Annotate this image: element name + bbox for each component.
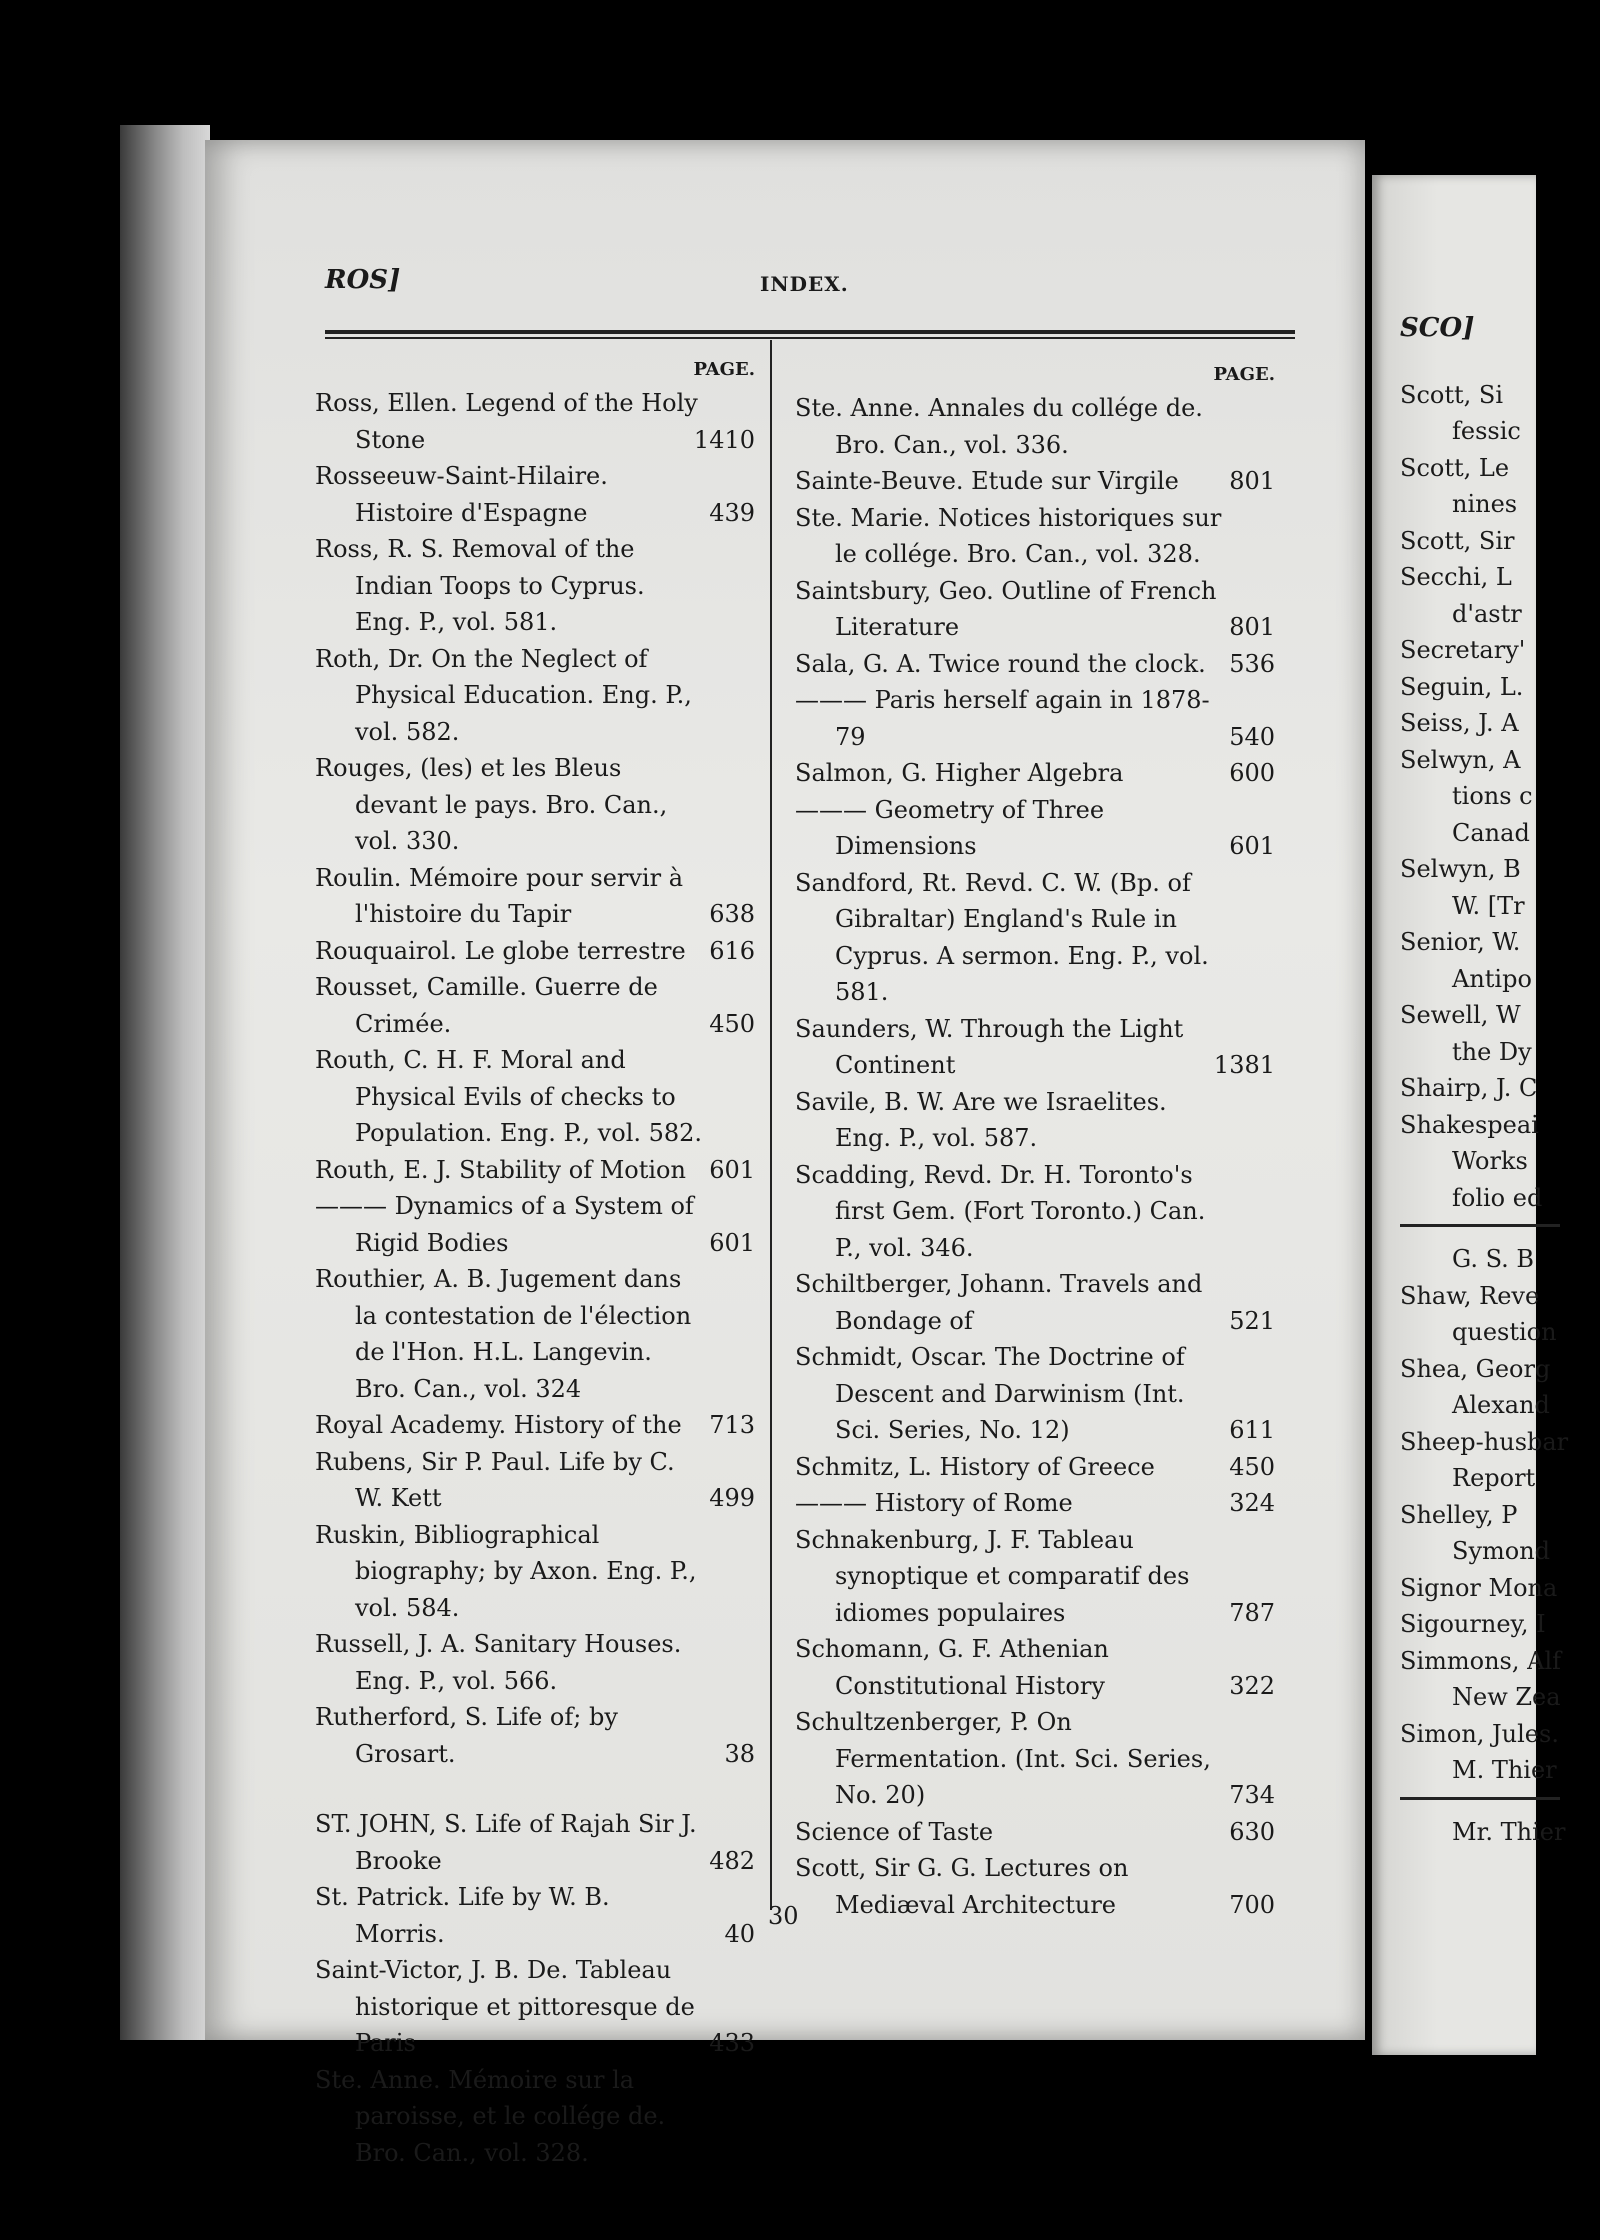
- adjacent-entry-fragment: Selwyn, B: [1400, 855, 1521, 883]
- entry-text: Salmon, G. Higher Algebra: [795, 759, 1124, 787]
- index-entry: [315, 641, 755, 751]
- entry-text: Rouquairol. Le globe terrestre: [315, 936, 686, 965]
- entry-text: Sala, G. A. Twice round the clock.: [795, 649, 1206, 678]
- entry-text: Ross, R. S. Removal of the Indian Toops to Cyprus. Eng. P., vol. 581.: [315, 535, 645, 636]
- index-entry: [795, 1339, 1275, 1449]
- adjacent-entry-fragment: Scott, Si: [1400, 380, 1503, 409]
- entry-text: Sandford, Rt. Revd. C. W. (Bp. of Gibraltar) England's Rule in Cyprus. A sermon. Eng. P., vol. 581.: [795, 868, 1209, 1006]
- entry-page-number: 450: [709, 1009, 755, 1038]
- index-column-right: [795, 360, 1275, 1923]
- index-page: [205, 140, 1365, 2167]
- index-entry: [795, 1011, 1275, 1084]
- adjacent-entry-fragment: G. S. B: [1452, 1245, 1535, 1273]
- entry-page-number: 324: [1229, 1489, 1275, 1517]
- entry-page-number: 801: [1229, 467, 1275, 495]
- index-entry: [795, 1814, 1275, 1851]
- entry-text: Ste. Anne. Annales du collége de. Bro. Can., vol. 336.: [795, 394, 1203, 459]
- adjacent-entry-fragment: Works: [1452, 1147, 1528, 1175]
- index-entry: [315, 1699, 755, 1772]
- adjacent-entry-fragment: Shelley, P: [1400, 1500, 1518, 1529]
- index-entry: [795, 1449, 1275, 1486]
- index-entry: [795, 1522, 1275, 1632]
- running-head-right: SCO]: [1400, 313, 1475, 343]
- adjacent-entry-fragment: Secretary': [1400, 636, 1526, 664]
- index-entry: [315, 385, 755, 458]
- entry-text: ——— History of Rome: [795, 1489, 1073, 1517]
- adjacent-entry-fragment: Alexand: [1452, 1391, 1550, 1419]
- index-entry: [315, 1806, 755, 1879]
- entry-page-number: 40: [724, 1919, 755, 1948]
- adjacent-entry-fragment: Simmons, Alf: [1400, 1646, 1562, 1675]
- entry-page-number: 611: [1229, 1416, 1275, 1444]
- entry-text: Schnakenburg, J. F. Tableau synoptique et comparatif des idiomes populaires: [795, 1525, 1190, 1627]
- entry-text: Schiltberger, Johann. Travels and Bondage of: [795, 1270, 1203, 1335]
- adjacent-entry-fragment: Seguin, L.: [1400, 672, 1524, 701]
- adjacent-entry-fragment: Antipo: [1452, 964, 1532, 993]
- adjacent-entry-fragment: Scott, Sir: [1400, 526, 1515, 555]
- entry-text: ——— Geometry of Three Dimensions: [795, 795, 1105, 860]
- index-entry: [315, 1042, 755, 1152]
- index-entry: [315, 1152, 755, 1189]
- entry-text: Savile, B. W. Are we Israelites. Eng. P., vol. 587.: [795, 1087, 1167, 1152]
- index-entry: [795, 1485, 1275, 1522]
- adjacent-entry-fragment: Senior, W.: [1400, 928, 1521, 956]
- entry-text: Rosseeuw-Saint-Hilaire. Histoire d'Espagne: [315, 462, 608, 527]
- entry-text: ——— Paris herself again in 1878-79: [795, 686, 1210, 751]
- adjacent-entry-fragment: Seiss, J. A: [1400, 709, 1519, 737]
- adjacent-entry-fragment: fessic: [1452, 417, 1521, 445]
- entry-page-number: 734: [1229, 1781, 1275, 1809]
- index-entry: [315, 1952, 755, 2062]
- entry-text: Ruskin, Bibliographical biography; by Axon. Eng. P., vol. 584.: [315, 1520, 697, 1622]
- section-gap: [315, 1772, 755, 1806]
- entry-text: Science of Taste: [795, 1817, 994, 1846]
- adjacent-page: [1372, 175, 1569, 2055]
- running-head-title: INDEX.: [760, 272, 849, 296]
- index-entry: [795, 1084, 1275, 1157]
- adjacent-entry-fragment: Scott, Le: [1400, 453, 1510, 482]
- page-number: 30: [768, 1902, 799, 1930]
- index-entry: [315, 860, 755, 933]
- entry-page-number: 630: [1229, 1817, 1275, 1846]
- entry-page-number: 601: [709, 1228, 755, 1257]
- index-entry: [795, 755, 1275, 792]
- entry-page-number: 787: [1229, 1598, 1275, 1627]
- index-entry: [315, 1407, 755, 1444]
- entry-page-number: 601: [1229, 832, 1275, 860]
- index-column-left: [315, 355, 755, 2171]
- adjacent-entry-fragment: d'astr: [1452, 599, 1522, 628]
- index-entry: [795, 1704, 1275, 1814]
- column-divider: [770, 340, 772, 1910]
- adjacent-entry-fragment: Secchi, L: [1400, 563, 1512, 591]
- entry-text: Roulin. Mémoire pour servir à l'histoire du Tapir: [315, 863, 684, 928]
- entry-text: Roth, Dr. On the Neglect of Physical Education. Eng. P., vol. 582.: [315, 644, 692, 746]
- entry-text: Routhier, A. B. Jugement dans la contestation de l'élection de l'Hon. H.L. Langevin. Bro. Can., vol. 324: [315, 1265, 692, 1403]
- entry-page-number: 713: [709, 1411, 755, 1439]
- entry-text: Sainte-Beuve. Etude sur Virgile: [795, 467, 1179, 495]
- index-entry: [315, 2062, 755, 2172]
- entry-text: Ross, Ellen. Legend of the Holy Stone: [315, 389, 698, 454]
- entry-text: Schmidt, Oscar. The Doctrine of Descent and Darwinism (Int. Sci. Series, No. 12): [795, 1343, 1185, 1444]
- index-entry: [795, 1157, 1275, 1267]
- entry-page-number: 433: [709, 2029, 755, 2057]
- entry-page-number: 1410: [693, 425, 755, 454]
- index-entry: [315, 1188, 755, 1261]
- entry-text: ——— Dynamics of a System of Rigid Bodies: [315, 1192, 694, 1257]
- adjacent-entry-fragment: Report: [1452, 1464, 1536, 1492]
- adjacent-entry-fragment: Shakespeai: [1400, 1110, 1539, 1139]
- adjacent-entry-fragment: question: [1452, 1318, 1557, 1346]
- index-entry: [315, 1626, 755, 1699]
- section-rule: [1400, 1224, 1560, 1241]
- index-entry: [315, 750, 755, 860]
- index-entry: [795, 646, 1275, 683]
- entry-text: Saint-Victor, J. B. De. Tableau historique et pittoresque de Paris: [315, 1956, 695, 2057]
- adjacent-entry-fragment: Symond: [1452, 1537, 1551, 1565]
- adjacent-entry-fragment: Shaw, Reve: [1400, 1281, 1540, 1310]
- index-entry: [795, 1850, 1275, 1923]
- adjacent-page-column: [1400, 175, 1600, 1850]
- entry-text: Schmitz, L. History of Greece: [795, 1452, 1155, 1481]
- entry-page-number: 801: [1229, 613, 1275, 641]
- running-head-left: ROS]: [325, 265, 401, 295]
- entry-text: Routh, E. J. Stability of Motion: [315, 1155, 686, 1184]
- entry-text: Scott, Sir G. G. Lectures on Mediæval Architecture: [795, 1854, 1129, 1919]
- index-entry: [315, 1444, 755, 1517]
- adjacent-entry-fragment: Sheep-husbar: [1400, 1427, 1569, 1456]
- entry-text: Rouges, (les) et les Bleus devant le pays. Bro. Can., vol. 330.: [315, 754, 668, 855]
- entry-text: Rousset, Camille. Guerre de Crimée.: [315, 973, 658, 1038]
- section-rule: [1400, 1797, 1560, 1814]
- index-entry: [315, 969, 755, 1042]
- entry-page-number: 38: [724, 1739, 755, 1768]
- adjacent-entry-fragment: folio ed: [1452, 1183, 1543, 1212]
- entry-text: Ste. Anne. Mémoire sur la paroisse, et le collége de. Bro. Can., vol. 328.: [315, 2065, 666, 2167]
- adjacent-entry-fragment: Signor Mona: [1400, 1573, 1558, 1602]
- adjacent-entry-fragment: Simon, Jules.: [1400, 1719, 1559, 1748]
- index-entry: [795, 573, 1275, 646]
- entry-page-number: 439: [709, 498, 755, 527]
- index-entry: [795, 463, 1275, 500]
- entry-text: Saintsbury, Geo. Outline of French Literature: [795, 576, 1217, 641]
- entry-page-number: 700: [1229, 1890, 1275, 1919]
- entry-page-number: 601: [709, 1155, 755, 1184]
- adjacent-entry-fragment: the Dy: [1452, 1037, 1532, 1066]
- entry-text: ST. JOHN, S. Life of Rajah Sir J. Brooke: [315, 1810, 697, 1875]
- entry-text: Ste. Marie. Notices historiques sur le collége. Bro. Can., vol. 328.: [795, 503, 1222, 568]
- index-entry: [315, 1879, 755, 1952]
- entry-text: Schultzenberger, P. On Fermentation. (Int. Sci. Series, No. 20): [795, 1708, 1211, 1809]
- entry-page-number: 1381: [1213, 1051, 1275, 1079]
- adjacent-entry-fragment: New Zea: [1452, 1683, 1561, 1711]
- index-entry: [315, 531, 755, 641]
- adjacent-entry-fragment: Sigourney, I: [1400, 1610, 1546, 1638]
- header-rule: [325, 330, 1295, 334]
- index-entry: [795, 500, 1275, 573]
- entry-text: St. Patrick. Life by W. B. Morris.: [315, 1883, 610, 1948]
- index-entry: [315, 1517, 755, 1627]
- index-entry: [795, 1631, 1275, 1704]
- header-rule-thin: [325, 337, 1295, 339]
- index-entry: [315, 1261, 755, 1407]
- entry-text: Rutherford, S. Life of; by Grosart.: [315, 1703, 618, 1768]
- entry-page-number: 482: [709, 1846, 755, 1875]
- index-entry: [315, 933, 755, 970]
- adjacent-entry-fragment: W. [Tr: [1452, 891, 1525, 920]
- entry-page-number: 322: [1229, 1671, 1275, 1700]
- adjacent-entry-fragment: Selwyn, A: [1400, 745, 1521, 774]
- entry-text: Saunders, W. Through the Light Continent: [795, 1014, 1184, 1079]
- index-entry: [795, 792, 1275, 865]
- adjacent-entry-fragment: Shairp, J. C: [1400, 1074, 1538, 1102]
- page-column-label: PAGE.: [1213, 364, 1275, 385]
- entry-page-number: 536: [1229, 649, 1275, 678]
- adjacent-entry-fragment: Canad: [1452, 818, 1530, 847]
- entry-text: Rubens, Sir P. Paul. Life by C. W. Kett: [315, 1447, 675, 1512]
- entry-text: Routh, C. H. F. Moral and Physical Evils of checks to Population. Eng. P., vol. 582.: [315, 1046, 703, 1147]
- index-entry: [315, 458, 755, 531]
- adjacent-entry-fragment: nines: [1452, 490, 1518, 518]
- index-entry: [795, 865, 1275, 1011]
- index-entry: [795, 390, 1275, 463]
- entry-page-number: 499: [709, 1484, 755, 1512]
- entry-page-number: 540: [1229, 722, 1275, 751]
- entry-text: Royal Academy. History of the: [315, 1411, 682, 1439]
- entry-page-number: 616: [709, 936, 755, 965]
- index-entry: [795, 1266, 1275, 1339]
- page-column-label: PAGE.: [693, 359, 755, 380]
- entry-page-number: 600: [1229, 759, 1275, 787]
- book-edge: [120, 125, 210, 2040]
- adjacent-entry-fragment: Shea, Georg: [1400, 1354, 1551, 1383]
- adjacent-entry-fragment: Mr. Thier: [1452, 1817, 1566, 1846]
- entry-text: Scadding, Revd. Dr. H. Toronto's first Gem. (Fort Toronto.) Can. P., vol. 346.: [795, 1160, 1206, 1262]
- entry-page-number: 521: [1229, 1306, 1275, 1335]
- entry-page-number: 450: [1229, 1452, 1275, 1481]
- adjacent-entry-fragment: M. Thier: [1452, 1756, 1557, 1784]
- index-entry: [795, 682, 1275, 755]
- entry-page-number: 638: [709, 900, 755, 928]
- entry-text: Russell, J. A. Sanitary Houses. Eng. P., vol. 566.: [315, 1630, 682, 1695]
- entry-text: Schomann, G. F. Athenian Constitutional History: [795, 1635, 1109, 1700]
- adjacent-entry-fragment: Sewell, W: [1400, 1001, 1521, 1029]
- adjacent-entry-fragment: tions c: [1452, 782, 1533, 810]
